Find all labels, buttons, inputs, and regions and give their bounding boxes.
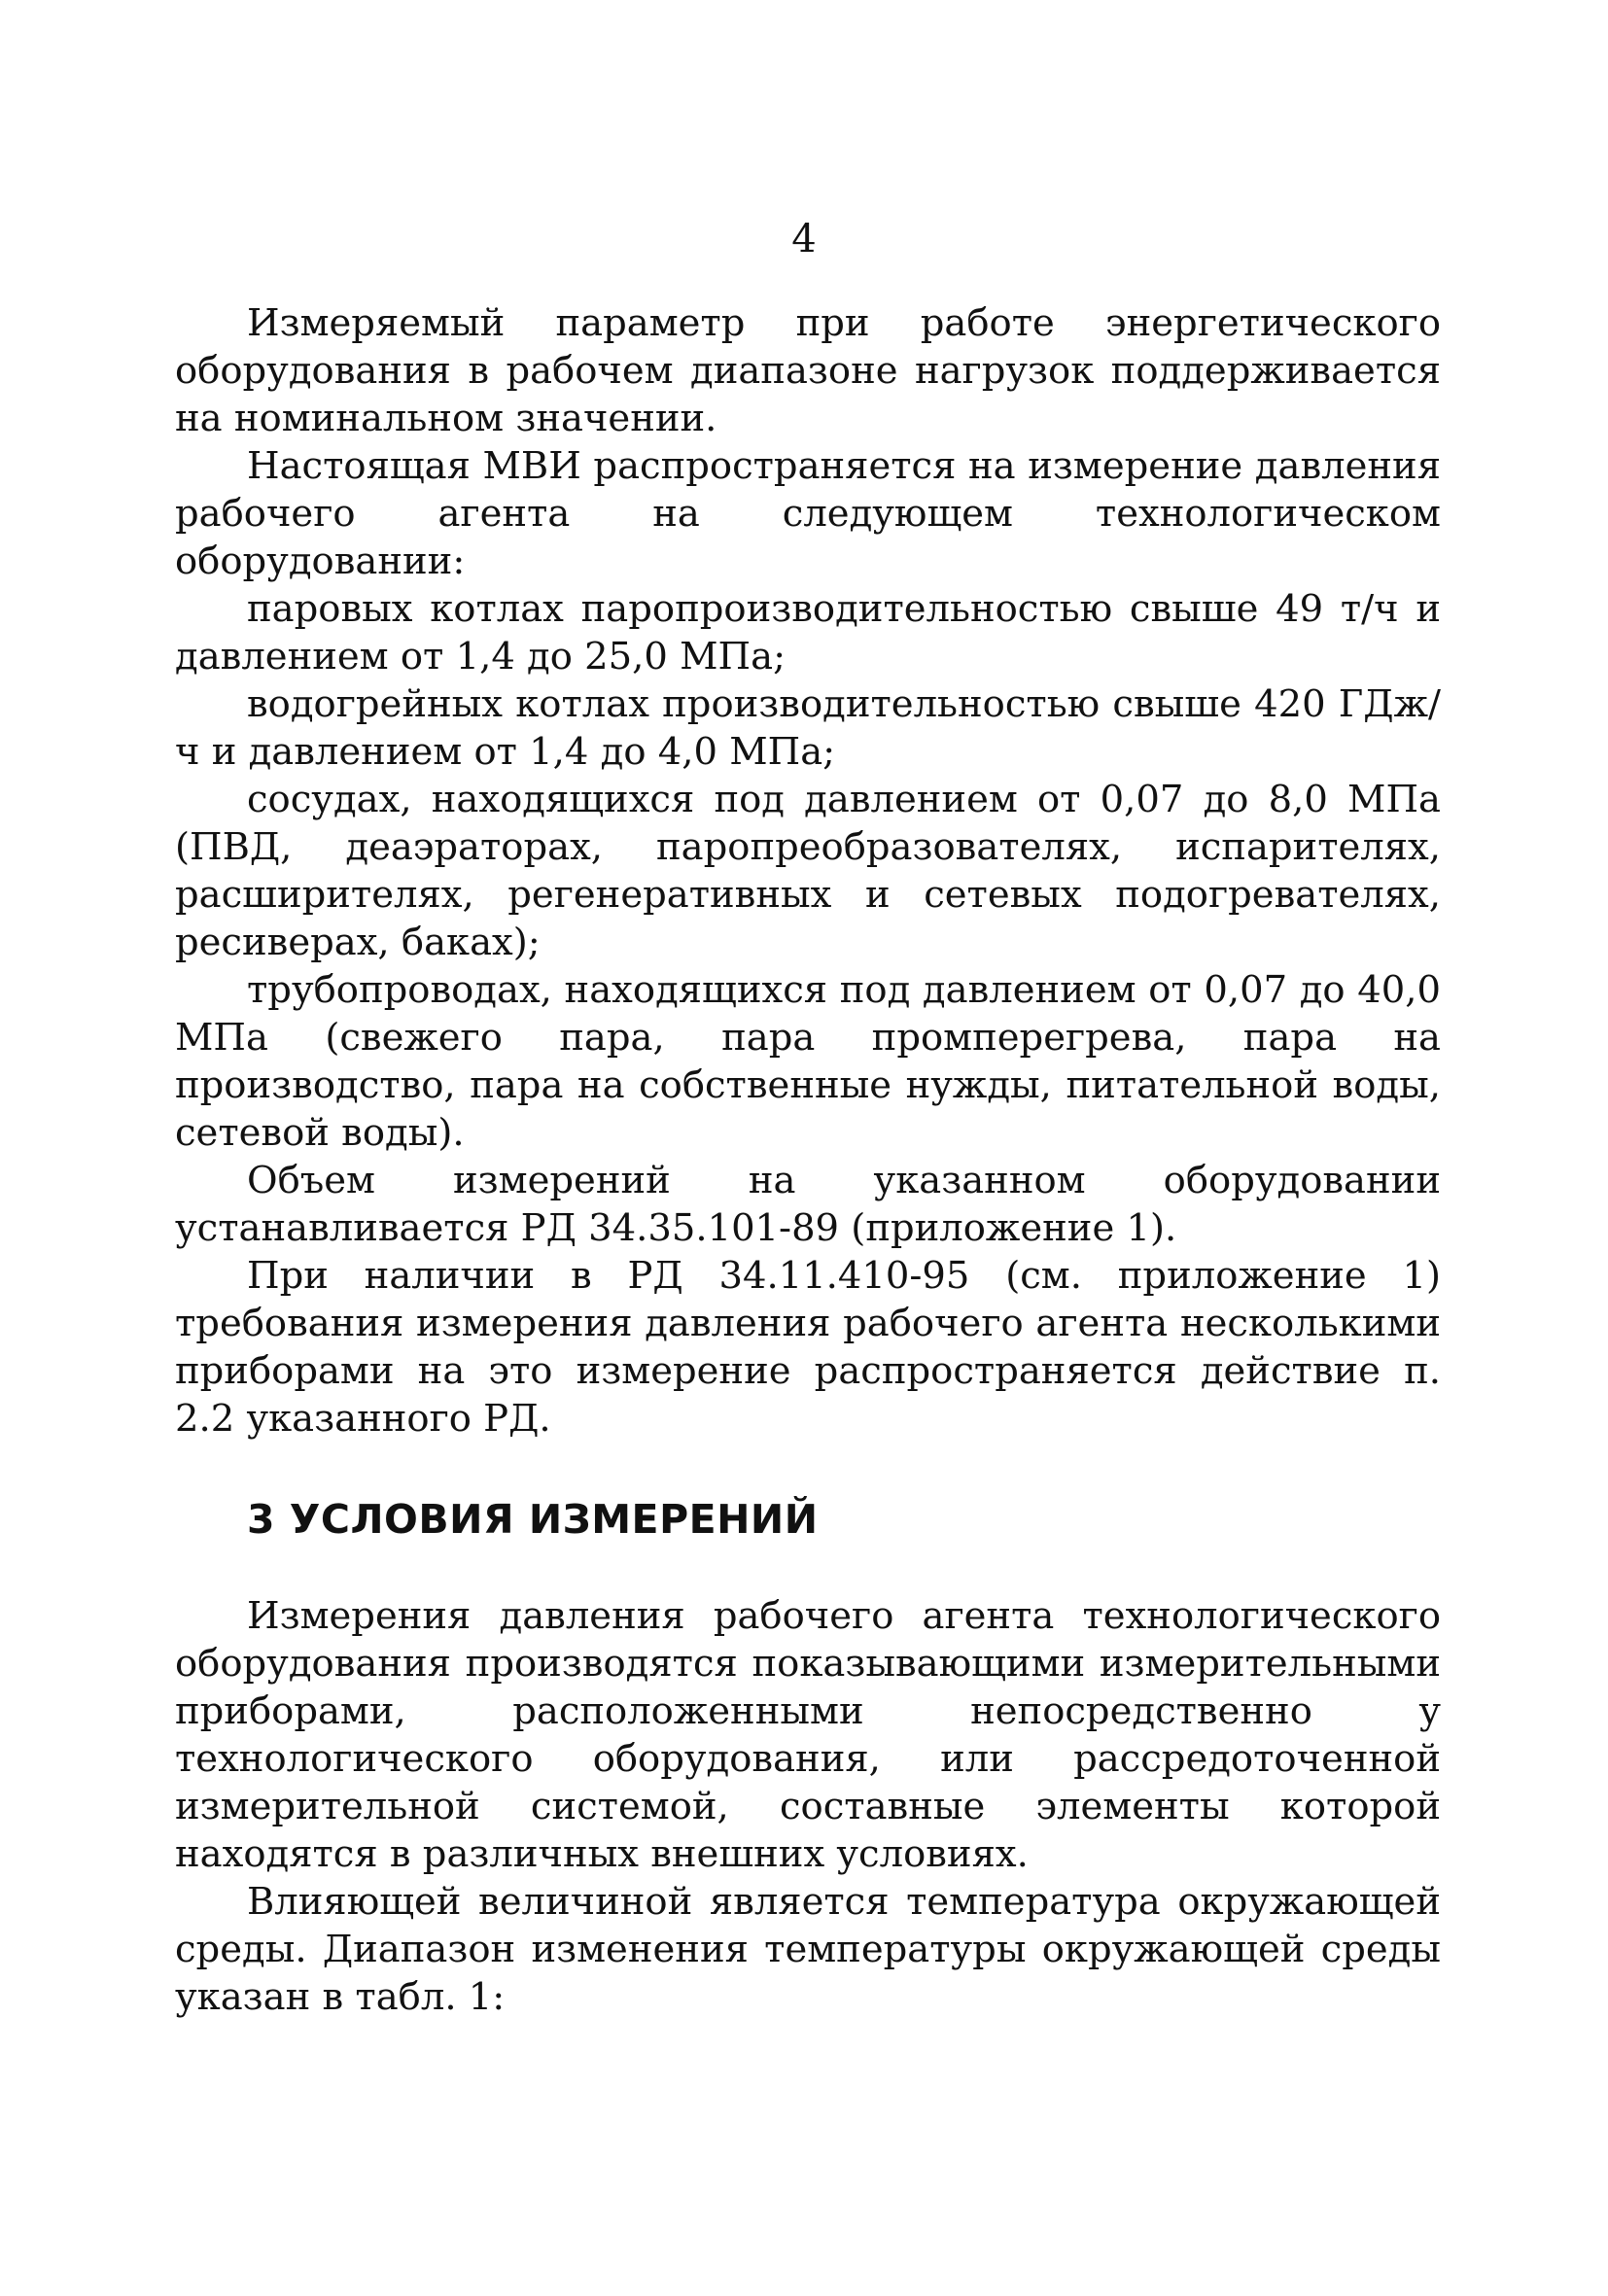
section-heading: 3 УСЛОВИЯ ИЗМЕРЕНИЙ <box>247 1496 819 1543</box>
paragraph-multiple-instruments: При наличии в РД 34.11.410-95 (см. приложение 1) требования измерения давления рабочего агента несколькими приборами на это измерение распространяется действие п. 2.2 указанного РД. <box>175 1254 1441 1441</box>
section-text <box>175 1592 1441 2021</box>
page-number: 4 <box>791 217 817 261</box>
paragraph-scope: Настоящая МВИ распространяется на измерение давления рабочего агента на следующем технологическом оборудовании: <box>175 444 1441 583</box>
intro-text <box>175 299 1441 1443</box>
list-item-steam-boilers: паровых котлах паропроизводительностью свыше 49 т/ч и давлением от 1,4 до 25,0 МПа; <box>175 587 1441 678</box>
paragraph-influencing-quantity: Влияющей величиной является температура окружающей среды. Диапазон изменения температуры окружающей среды указан в табл. 1: <box>175 1880 1441 2019</box>
paragraph-measured-parameter: Измеряемый параметр при работе энергетического оборудования в рабочем диапазоне нагрузок поддерживается на номинальном значении. <box>175 301 1441 440</box>
list-item-pressure-vessels: сосудах, находящихся под давлением от 0,07 до 8,0 МПа (ПВД, деаэраторах, паропреобразователях, испарителях, расширителях, регенеративных и сетевых подогревателях, ресиверах, баках); <box>175 778 1441 964</box>
paragraph-measurement-conditions: Измерения давления рабочего агента технологического оборудования производятся показывающими измерительными приборами, расположенными непосредственно у технологического оборудования, или рассредоточенной измерительной системой, составные элементы которой находятся в различных внешних условиях. <box>175 1594 1441 1876</box>
list-item-hot-water-boilers: водогрейных котлах производительностью свыше 420 ГДж/ч и давлением от 1,4 до 4,0 МПа; <box>175 682 1441 774</box>
paragraph-measurement-volume: Объем измерений на указанном оборудовании устанавливается РД 34.35.101-89 (приложение 1). <box>175 1159 1441 1250</box>
list-item-pipelines: трубопроводах, находящихся под давлением от 0,07 до 40,0 МПа (свежего пара, пара промперегрева, пара на производство, пара на собственные нужды, питательной воды, сетевой воды). <box>175 968 1441 1155</box>
